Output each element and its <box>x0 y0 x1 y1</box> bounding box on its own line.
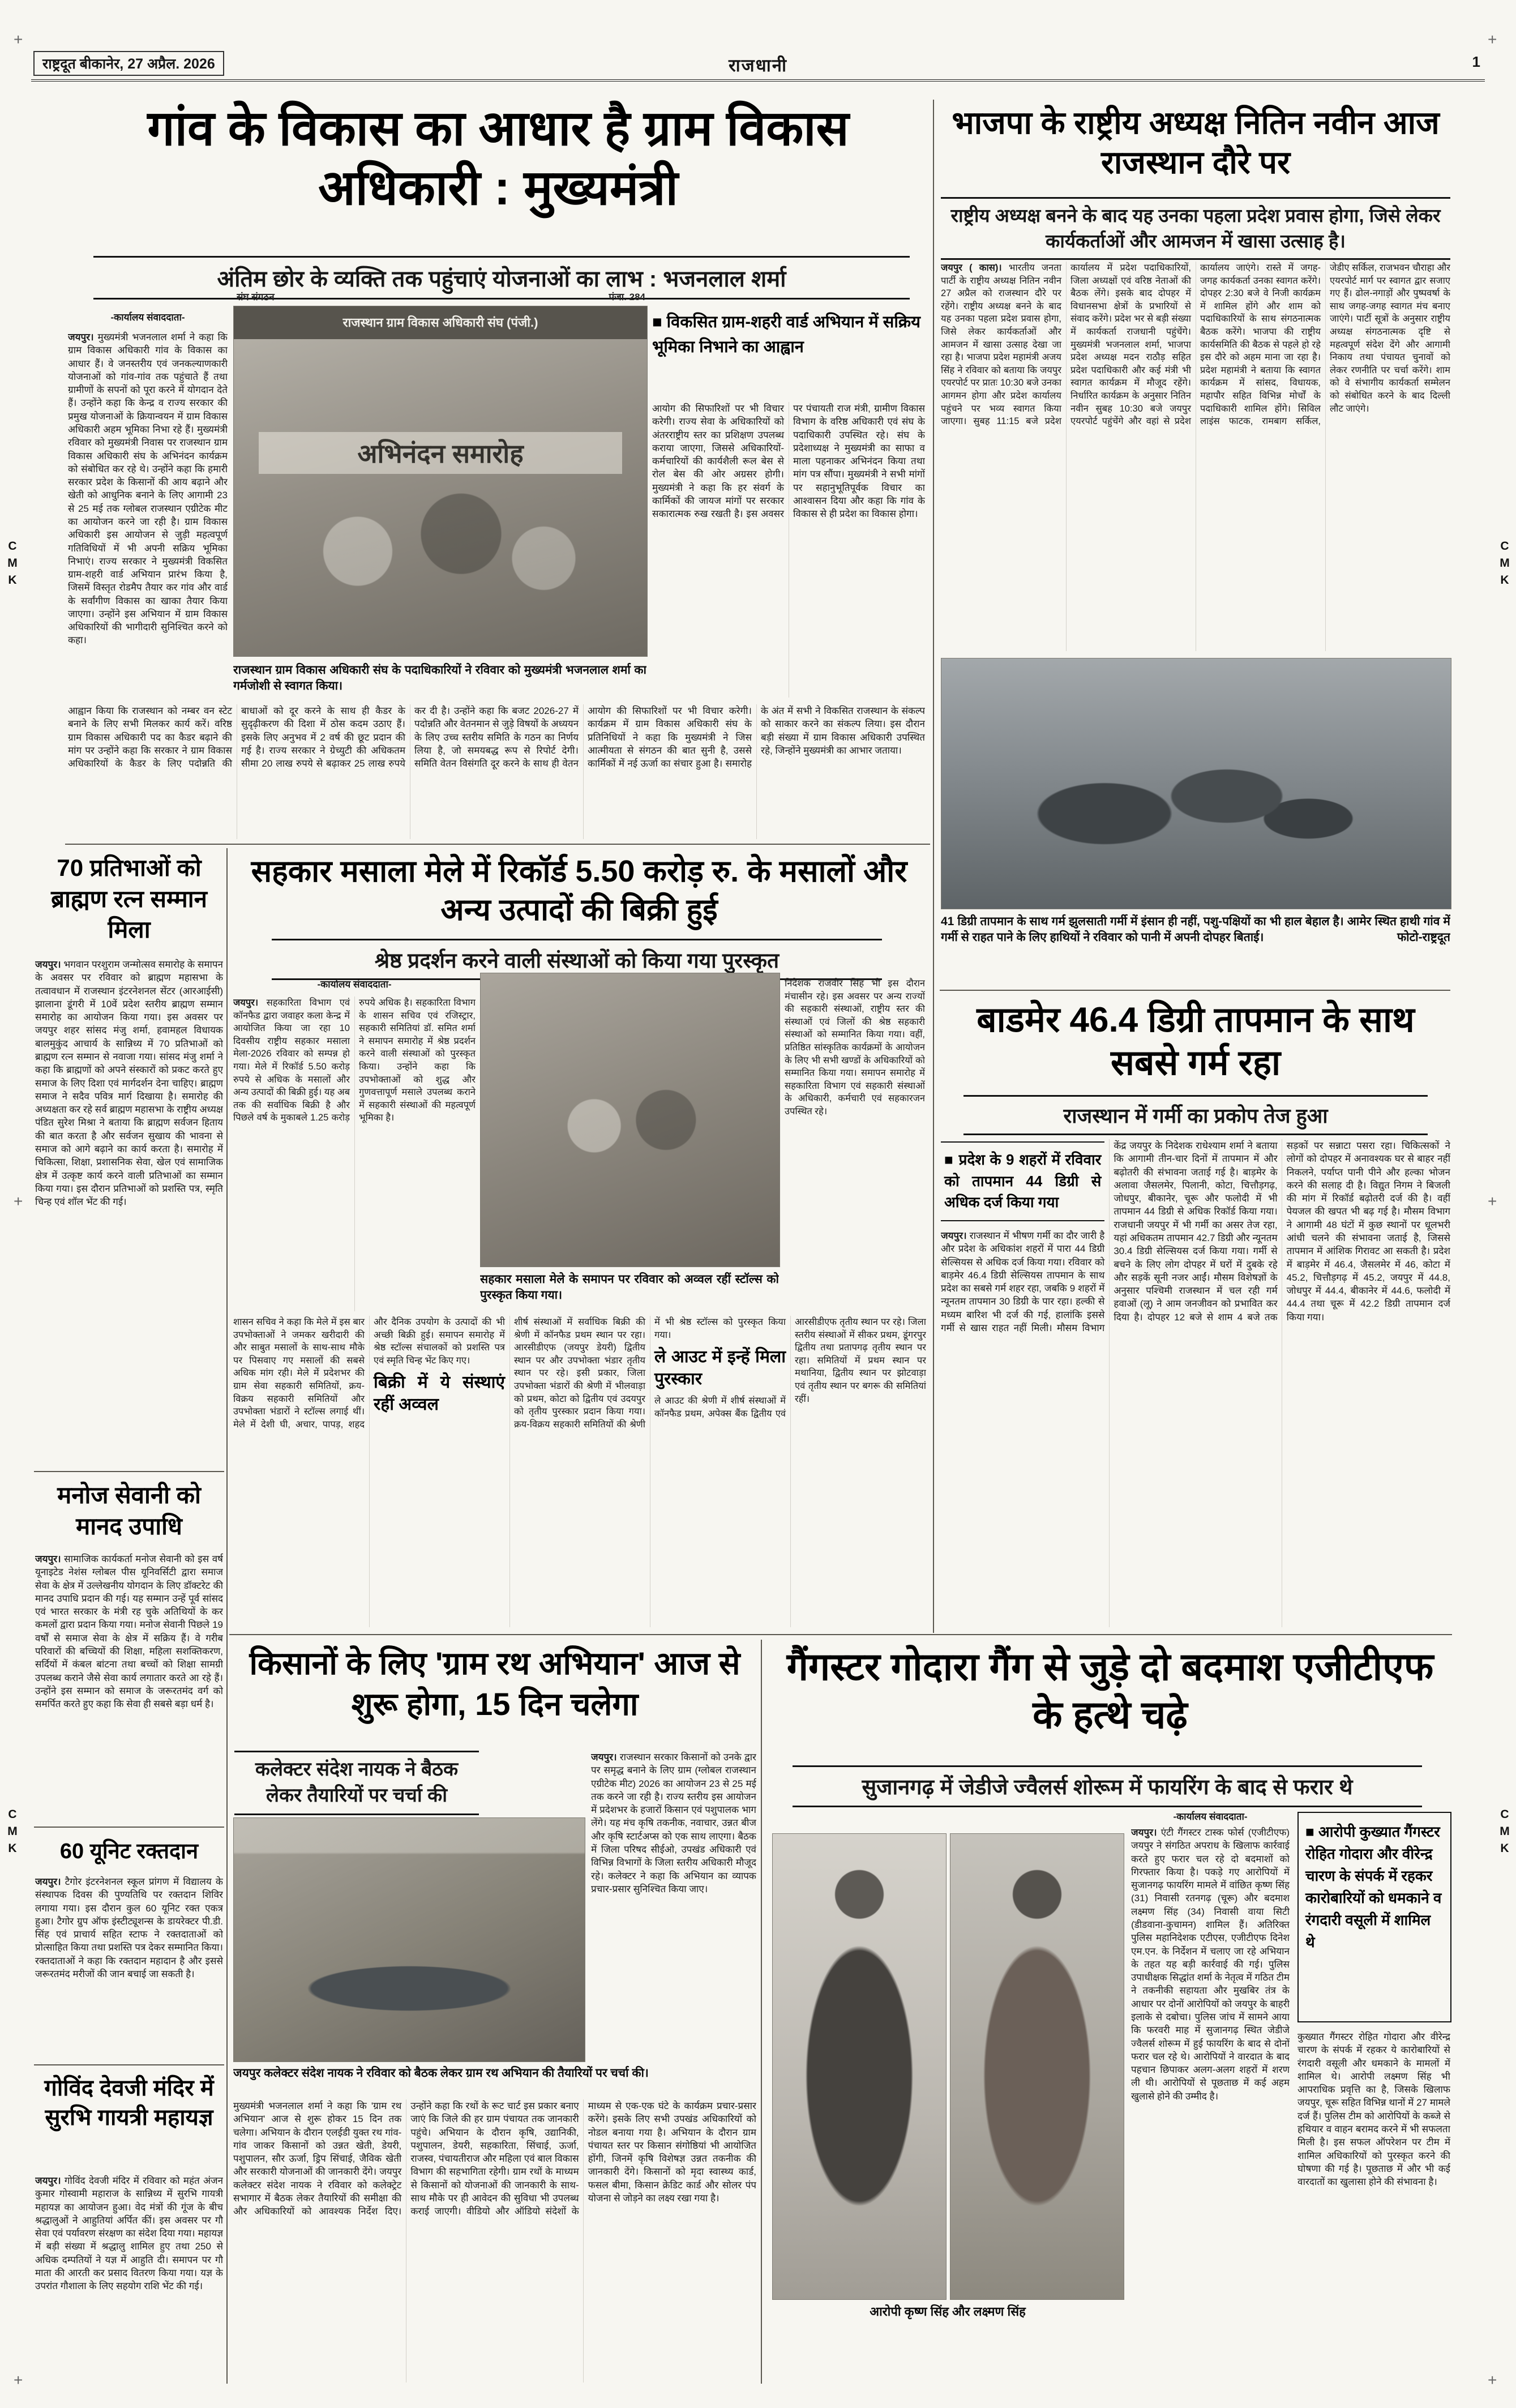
spice-body-bottom: शासन सचिव ने कहा कि मेले में इस बार उपभोक्ताओं ने जमकर खरीदारी की और साबुत मसालों के साथ-साथ मौके पर पिसवाए गए मसालों की सबसे अधिक मांग रही। मेले में प्रदेशभर की ग्राम सेवा सहकारी समितियों, क्रय-विक्रय सहकारी समितियों और उपभोक्ता भंडारों ने स्टॉल्स लगाई थीं। मेले में देशी घी, अचार, पापड़, शहद और दैनिक उपयोग के उत्पादों की भी अच्छी बिक्री हुई। समापन समारोह में श्रेष्ठ स्टॉल्स संचालकों को प्रशस्ति पत्र एवं स्मृति चिन्ह भेंट किए गए। बिक्री में ये संस्थाएं रहीं अव्वल शीर्ष संस्थाओं में सर्वाधिक बिक्री की श्रेणी में कॉनफैड प्रथम स्थान पर रहा। आरसीडीएफ (जयपुर डेयरी) द्वितीय स्थान पर और उपभोक्ता भंडार तृतीय स्थान पर रहे। इसी प्रकार, जिला उपभोक्ता भंडारों की श्रेणी में भीलवाड़ा को प्रथम, कोटा को द्वितीय एवं उदयपुर को तृतीय पुरस्कार प्रदान किया गया। क्रय-विक्रय सहकारी समितियों की श्रेणी में भी श्रेष्ठ स्टॉल्स को पुरस्कृत किया गया। ले आउट में इन्हें मिला पुरस्कार ले आउट की श्रेणी में शीर्ष संस्थाओं में कॉनफैड प्रथम, अपेक्स बैंक द्वितीय एवं आरसीडीएफ तृतीय स्थान पर रहे। जिला स्तरीय संस्थाओं में सीकर प्रथम, डूंगरपुर द्वितीय तथा प्रतापगढ़ तृतीय स्थान पर रहा। समितियों में प्रथम स्थान पर मथानिया, द्वितीय स्थान पर झोटवाड़ा एवं तृतीय स्थान पर बगरू की समितियां रहीं। <box>233 1317 926 1430</box>
govind-body: जयपुर। गोविंद देवजी मंदिर में रविवार को महंत अंजन कुमार गोस्वामी महाराज के सान्निध्य में सुरभि गायत्री महायज्ञ का आयोजन हुआ। वेद मंत्रों की गूंज के बीच श्रद्धालुओं ने आहुतियां अर्पित कीं। इस अवसर पर गौ सेवा एवं पर्यावरण संरक्षण का संदेश दिया गया। महायज्ञ में बड़ी संख्या में श्रद्धालु शामिल हुए तथा 250 से अधिक दम्पतियों ने यज्ञ में आहुति दी। समापन पर गौ माता की आरती कर प्रसाद वितरण किया गया। यज्ञ के उपरांत गौशाला के लिए सहयोग राशि भेंट की गई। <box>35 2175 223 2292</box>
lead-byline: -कार्यालय संवाददाता- <box>110 312 185 323</box>
edition-date-box: राष्ट्रदूत बीकानेर, 27 अप्रैल. 2026 <box>33 51 224 76</box>
lead-photo-caption: राजस्थान ग्राम विकास अधिकारी संघ के पदाधिकारियों ने रविवार को मुख्यमंत्री भजनलाल शर्मा का गर्मजोशी से स्वागत किया। <box>233 664 646 692</box>
barmer-dateline: जयपुर। <box>941 1230 967 1242</box>
gramrath-subhead: कलेक्टर संदेश नायक ने बैठक लेकर तैयारियों पर चर्चा की <box>234 1751 479 1815</box>
accused-photo-right <box>950 1833 1124 2300</box>
vertical-rule <box>933 100 934 1633</box>
pratibha-body: जयपुर। भगवान परशुराम जन्मोत्सव समारोह के समापन के अवसर पर रविवार को ब्राह्मण महासभा के तत्वावधान में राजस्थान इंटरनेशनल सेंटर (आरआईसी) झालाना डूंगरी में 10वें प्रदेश स्तरीय ब्राह्मण सम्मान समारोह का आयोजन किया गया। इस अवसर पर जयपुर शहर सांसद मंजु शर्मा, हवामहल विधायक बालमुकुंद आचार्य के सान्निध्य में 70 प्रतिभाओं को ब्राह्मण रत्न सम्मान से नवाजा गया। सांसद मंजु शर्मा ने कहा कि ब्राह्मणों को अपने संस्कारों को प्रकट करते हुए समाज के लिए दिशा एवं मार्गदर्शन देना चाहिए। ब्राह्मण समाज ने सदैव पवित्र मार्ग दिखाया है। समारोह की अध्यक्षता कर रहे सर्व ब्राह्मण महासभा के राष्ट्रीय अध्यक्ष पंडित सुरेश मिश्रा ने बताया कि ब्राह्मण सर्वजन हिताय की बात करता है और सर्वजन सुखाय की भावना से समाज को आगे बढ़ाने का कार्य करता है। समारोह में चिकित्सा, शिक्षा, प्रशासनिक सेवा, खेल एवं सामाजिक क्षेत्र में उत्कृष्ट कार्य करने वाली प्रतिभाओं का सम्मान किया गया। इस दौरान प्रतिभाओं को प्रशस्ति पत्र, स्मृति चिन्ह एवं शॉल भेंट की गई। <box>35 959 223 1208</box>
gangster-col2: कुख्यात गैंगस्टर रोहित गोदारा और वीरेन्द्र चारण के संपर्क में रहकर ये कारोबारियों से रंगदारी वसूली और धमकाने के मामलों में शामिल थे। आरोपी लक्ष्मण सिंह भी आपराधिक प्रवृत्ति का है, जिसके खिलाफ जयपुर, चूरू सहित विभिन्न थानों में 27 मामले दर्ज हैं। पुलिस टीम को आरोपियों के कब्जे से हथियार व वाहन बरामद करने में भी सफलता मिली है। इस सफल ऑपरेशन पर टीम में शामिल अधिकारियों को पुरस्कृत करने की घोषणा की गई है। पूछताछ में और भी कई वारदातों का खुलासा होने की संभावना है। <box>1297 2031 1450 2188</box>
horizontal-rule <box>229 1634 1452 1635</box>
gangster-subhead: सुजानगढ़ में जेडीजे ज्वैलर्स शोरूम में फायरिंग के बाद से फरार थे <box>793 1765 1422 1807</box>
gangster-col1: -कार्यालय संवाददाता- जयपुर। एंटी गैंगस्टर टास्क फोर्स (एजीटीएफ) जयपुर ने संगठित अपराध के खिलाफ कार्रवाई करते हुए फरार चल रहे दो बदमाशों को गिरफ्तार किया है। पकड़े गए आरोपियों में सुजानगढ़ फायरिंग मामले में वांछित कृष्ण सिंह (31) निवासी रतनगढ़ (चूरू) और बदमाश लक्ष्मण सिंह (34) निवासी वाया सिटी (डीडवाना-कुचामन) शामिल हैं। अतिरिक्त पुलिस महानिदेशक एटीएस, एजीटीएफ दिनेश एम.एन. के निर्देशन में चलाए जा रहे अभियान के तहत यह बड़ी कार्रवाई की गई। पुलिस उपाधीक्षक सिद्धांत शर्मा के नेतृत्व में गठित टीम ने तकनीकी सहायता और मुखबिर तंत्र के आधार पर दोनों आरोपियों को जयपुर के बाहरी इलाके से दबोचा। पुलिस जांच में सामने आया कि फरवरी माह में सुजानगढ़ स्थित जेडीजे ज्वैलर्स शोरूम में हुई फायरिंग के बाद से दोनों फरार चल रहे थे। आरोपियों ने वारदात के बाद पहचान छिपाकर अलग-अलग शहरों में शरण ली थी। आरोपियों से पूछताछ में कई अहम खुलासे होने की उम्मीद है। <box>1131 1810 1290 2383</box>
gramrath-caption: जयपुर कलेक्टर संदेश नायक ने रविवार को बैठक लेकर ग्राम रथ अभियान की तैयारियों पर चर्चा की। <box>233 2067 649 2080</box>
gramrath-headline: किसानों के लिए 'ग्राम रथ अभियान' आज से शुरू होगा, 15 दिन चलेगा <box>249 1645 740 1722</box>
cmk-registration-left-upper: C M K <box>7 540 18 587</box>
horizontal-rule <box>34 1827 224 1828</box>
lead-photo <box>233 306 648 657</box>
barmer-highlight-box: ■ प्रदेश के 9 शहरों में रविवार को तापमान 44 डिग्री से अधिक दर्ज किया गया <box>941 1141 1104 1221</box>
spice-body-left: जयपुर। सहकारिता विभाग एवं कॉनफैड द्वारा जवाहर कला केन्द्र में आयोजित किया जा रहा 10 दिवसीय राष्ट्रीय सहकार मसाला मेला-2026 रविवार को सम्पन्न हो गया। मेले में रिकॉर्ड 5.50 करोड़ रुपये से अधिक के मसालों और अन्य उत्पादों की बिक्री हुई। यह अब तक की सर्वाधिक बिक्री है और पिछले वर्ष के मुकाबले 1.25 करोड़ रुपये अधिक है। सहकारिता विभाग के शासन सचिव एवं रजिस्ट्रार, सहकारी समितियां डॉ. समित शर्मा ने समापन समारोह में श्रेष्ठ प्रदर्शन करने वाली संस्थाओं को पुरस्कृत किया। उन्होंने कहा कि उपभोक्ताओं को शुद्ध और गुणवत्तापूर्ण मसाले उपलब्ध कराने में सहकारी संस्थाओं की महत्वपूर्ण भूमिका है। <box>233 998 476 1123</box>
horizontal-rule <box>34 1471 224 1472</box>
spice-subhead: श्रेष्ठ प्रदर्शन करने वाली संस्थाओं को किया गया पुरस्कृत <box>272 939 882 980</box>
spice-headline: सहकार मसाला मेले में रिकॉर्ड 5.50 करोड़ रु. के मसालों और अन्य उत्पादों की बिक्री हुई <box>251 854 907 927</box>
lead-photo-overline-right: पंजा. 284 <box>609 292 645 302</box>
manoj-headline: मनोज सेवानी को मानद उपाधि <box>57 1482 201 1539</box>
spice-body-right: निदेशक राजवीर सिंह भी इस दौरान मंचासीन रहे। इस अवसर पर अन्य राज्यों की सहकारी संस्थाओं, राष्ट्रीय स्तर की संस्थाओं एवं जिलों की श्रेष्ठ सहकारी संस्थाओं को सम्मानित किया गया। वहीं, प्रतिष्ठित सांस्कृतिक कार्यक्रमों के आयोजन के लिए भी सभी खण्डों के अधिकारियों को सम्मानित किया गया। समापन समारोह में सहकारिता विभाग एवं सहकारी संस्थाओं के अधिकारी, कर्मचारी एवं सहकारजन उपस्थित रहे। <box>785 978 925 1117</box>
gramrath-body-bottom: मुख्यमंत्री भजनलाल शर्मा ने कहा कि 'ग्राम रथ अभियान' आज से शुरू होकर 15 दिन तक चलेगा। अभियान के दौरान एलईडी युक्त रथ गांव-गांव जाकर किसानों को उन्नत खेती, डेयरी, पशुपालन, सौर ऊर्जा, ड्रिप सिंचाई, जैविक खेती और सरकारी योजनाओं की जानकारी देंगे। जयपुर कलेक्टर संदेश नायक ने रविवार को कलेक्ट्रेट सभागार में बैठक लेकर तैयारियों की समीक्षा की और अधिकारियों को आवश्यक निर्देश दिए। उन्होंने कहा कि रथों के रूट चार्ट इस प्रकार बनाए जाएं कि जिले की हर ग्राम पंचायत तक जानकारी पहुंचे। अभियान के दौरान कृषि, उद्यानिकी, पशुपालन, डेयरी, सहकारिता, सिंचाई, ऊर्जा, राजस्व, पंचायतीराज और महिला एवं बाल विकास विभाग की सहभागिता रहेगी। ग्राम रथों के माध्यम से किसानों को योजनाओं की जानकारी के साथ-साथ मौके पर ही आवेदन की सुविधा भी उपलब्ध कराई जाएगी। वीडियो और ऑडियो संदेशों के माध्यम से एक-एक घंटे के कार्यक्रम प्रचार-प्रसार करेंगे। इसके लिए सभी उपखंड अधिकारियों को नोडल बनाया गया है। अभियान के दौरान ग्राम पंचायत स्तर पर किसान संगोष्ठियां भी आयोजित होंगी, जिनमें कृषि विशेषज्ञ उन्नत तकनीक की जानकारी देंगे। किसानों को मृदा स्वास्थ्य कार्ड, फसल बीमा, किसान क्रेडिट कार्ड और सोलर पंप योजना से जोड़ने का लक्ष्य रखा गया है। <box>233 2101 756 2217</box>
crop-mark: + <box>14 2371 23 2389</box>
manoj-dateline: जयपुर। <box>35 1554 61 1564</box>
barmer-subhead: राजस्थान में गर्मी का प्रकोप तेज हुआ <box>963 1095 1428 1135</box>
page-number: 1 <box>1472 53 1480 70</box>
gangster-highlight-box: ■ आरोपी कुख्यात गैंगस्टर रोहित गोदारा और वीरेन्द्र चारण के संपर्क में रहकर कारोबारियों को धमकाने व रंगदारी वसूली में शामिल थे <box>1297 1812 1451 2022</box>
bjp-body: जयपुर ( कास)। भारतीय जनता पार्टी के राष्ट्रीय अध्यक्ष नितिन नवीन 27 अप्रैल को राजस्थान दौरे पर रहेंगे। राष्ट्रीय अध्यक्ष बनने के बाद यह उनका पहला प्रदेश प्रवास होगा, जिसे लेकर कार्यकर्ताओं और आमजन में खासा उत्साह देखा जा रहा है। भाजपा प्रदेश महामंत्री अजय सिंह ने रविवार को बताया कि जयपुर एयरपोर्ट पर प्रातः 10:30 बजे उनका आगमन होगा और प्रदेश कार्यालय पहुंचने पर भव्य स्वागत किया जाएगा। सुबह 11:15 बजे प्रदेश कार्यालय में प्रदेश पदाधिकारियों, जिला अध्यक्षों एवं वरिष्ठ नेताओं की बैठक लेंगे। इसके बाद दोपहर में विधानसभा क्षेत्रों के प्रभारियों से संवाद करेंगे। प्रदेश भर से बड़ी संख्या में कार्यकर्ता राजधानी पहुंचेंगे। मुख्यमंत्री भजनलाल शर्मा, भाजपा प्रदेश अध्यक्ष मदन राठौड़ सहित प्रदेश पदाधिकारी और कई मंत्री भी स्वागत कार्यक्रम में मौजूद रहेंगे। निर्धारित कार्यक्रम के अनुसार नितिन नवीन सुबह 10:30 बजे जयपुर एयरपोर्ट पहुंचेंगे और वहां से प्रदेश कार्यालय जाएंगे। रास्ते में जगह-जगह कार्यकर्ता उनका स्वागत करेंगे। दोपहर 2:30 बजे वे निजी कार्यक्रम में शामिल होंगे और शाम को पदाधिकारियों के साथ संगठनात्मक बैठक करेंगे। भाजपा की राष्ट्रीय कार्यसमिति की बैठक से पहले हो रहे इस दौरे को अहम माना जा रहा है। प्रदेश महामंत्री ने बताया कि स्वागत कार्यक्रम में सांसद, विधायक, महापौर सहित विभिन्न मोर्चों के पदाधिकारी शामिल होंगे। सिविल लाइंस फाटक, रामबाग सर्किल, जेडीए सर्किल, राजभवन चौराहा और एयरपोर्ट मार्ग पर स्वागत द्वार सजाए गए हैं। ढोल-नगाड़ों और पुष्पवर्षा के साथ जगह-जगह स्वागत मंच बनाए जाएंगे। पार्टी सूत्रों के अनुसार राष्ट्रीय अध्यक्ष संगठनात्मक दृष्टि से महत्वपूर्ण संदेश देंगे और आगामी निकाय तथा पंचायत चुनावों को लेकर रणनीति पर चर्चा करेंगे। शाम को वे संभागीय कार्यकर्ता सम्मेलन को संबोधित करने के बाद दिल्ली लौट जाएंगे। <box>941 263 1450 427</box>
horizontal-rule <box>940 990 1450 991</box>
blood-dateline: जयपुर। <box>35 1876 61 1887</box>
gramrath-body-right: जयपुर। राजस्थान सरकार किसानों को उनके द्वार पर समृद्ध बनाने के लिए ग्राम (ग्लोबल राजस्थान एग्रीटेक मीट) 2026 का आयोजन 23 से 25 मई तक करने जा रही है। राज्य स्तरीय इस आयोजन में प्रदेशभर के हजारों किसान एवं पशुपालक भाग लेंगे। यह मंच कृषि तकनीक, नवाचार, उन्नत बीज और कृषि स्टार्टअप्स को एक साथ लाएगा। बैठक में जिला परिषद सीईओ, उपखंड अधिकारी एवं विभिन्न विभागों के जिला स्तरीय अधिकारी मौजूद रहे। कलेक्टर ने कहा कि अभियान का व्यापक प्रचार-प्रसार सुनिश्चित किया जाए। <box>591 1752 756 1894</box>
lead-pullquote: ■ विकसित ग्राम-शहरी वार्ड अभियान में सक्रिय भूमिका निभाने का आह्वान <box>652 313 920 356</box>
spice-layout-heading: ले आउट में इन्हें मिला पुरस्कार <box>654 1348 786 1389</box>
cmk-registration-left-lower: C M K <box>7 1808 18 1855</box>
crop-mark: + <box>1488 2371 1497 2389</box>
barmer-body: ■ प्रदेश के 9 शहरों में रविवार को तापमान 44 डिग्री से अधिक दर्ज किया गया जयपुर। राजस्थान में भीषण गर्मी का दौर जारी है और प्रदेश के अधिकांश शहरों में पारा 44 डिग्री सेल्सियस से अधिक दर्ज किया गया। रविवार को बाड़मेर 46.4 डिग्री सेल्सियस तापमान के साथ प्रदेश का सबसे गर्म शहर रहा, जबकि 9 शहरों में न्यूनतम तापमान 30 डिग्री के पार रहा। हल्की से मध्यम बारिश भी दर्ज की गई, हालांकि इससे गर्मी से खास राहत नहीं मिली। मौसम विभाग केंद्र जयपुर के निदेशक राधेश्याम शर्मा ने बताया कि आगामी तीन-चार दिनों में तापमान में और बढ़ोतरी की संभावना जताई गई है। बाड़मेर के अलावा जैसलमेर, पिलानी, कोटा, चित्तौड़गढ़, जोधपुर, बीकानेर, चूरू और फलोदी में भी तापमान 44 डिग्री से अधिक रिकॉर्ड किया गया। राजधानी जयपुर में भी गर्मी का असर तेज रहा, यहां अधिकतम तापमान 42.7 डिग्री और न्यूनतम 30.4 डिग्री सेल्सियस दर्ज किया गया। गर्मी से बचने के लिए लोग दोपहर में घरों में दुबके रहे और सड़कें सूनी नजर आईं। मौसम विशेषज्ञों के अनुसार पश्चिमी राजस्थान में चल रही गर्म हवाओं (लू) ने आम जनजीवन को प्रभावित कर दिया है। दोपहर 12 बजे से शाम 4 बजे तक सड़कों पर सन्नाटा पसरा रहा। चिकित्सकों ने लोगों को दोपहर में अनावश्यक घर से बाहर नहीं निकलने, पर्याप्त पानी पीने और हल्का भोजन करने की सलाह दी है। विद्युत निगम ने बिजली की मांग में रिकॉर्ड बढ़ोतरी दर्ज की है। वहीं पेयजल की खपत भी बढ़ गई है। मौसम विभाग ने आगामी 48 घंटों में कुछ स्थानों पर धूलभरी आंधी चलने की संभावना जताई है, जिससे तापमान में आंशिक गिरावट आ सकती है। प्रदेश में बाड़मेर में 46.4, जैसलमेर में 46, कोटा में 45.2, चित्तौड़गढ़ में 45.2, जयपुर में 44.8, जोधपुर में 44.4, बीकानेर में 44.6, फलोदी में 44.4 तथा चूरू में 42.2 डिग्री तापमान दर्ज किया गया। <box>941 1140 1450 1334</box>
gangster-headline: गैंगस्टर गोदारा गैंग से जुड़े दो बदमाश एजीटीएफ के हत्थे चढ़े <box>786 1645 1434 1737</box>
horizontal-rule <box>34 2064 224 2065</box>
lead-body-bottom: आह्वान किया कि राजस्थान को नम्बर वन स्टेट बनाने के लिए सभी मिलकर कार्य करें। वरिष्ठ ग्राम विकास अधिकारी पद का कैडर बढ़ाने की मांग पर उन्होंने कहा कि सरकार ने ग्राम विकास अधिकारियों के कैडर के लिए पदोन्नति की बाधाओं को दूर करने के साथ ही कैडर के सुदृढ़ीकरण की दिशा में ठोस कदम उठाए हैं। इसके लिए अनुभव में 2 वर्ष की छूट प्रदान की गई है। राज्य सरकार ने ग्रेच्युटी की अधिकतम सीमा 20 लाख रुपये से बढ़ाकर 25 लाख रुपये कर दी है। उन्होंने कहा कि बजट 2026-27 में पदोन्नति और वेतनमान से जुड़े विषयों के अध्ययन के लिए उच्च स्तरीय समिति के गठन का निर्णय लिया है, जो समयबद्ध रूप से रिपोर्ट देगी। समिति वेतन विसंगति दूर करने के साथ ही वेतन आयोग की सिफारिशों पर भी विचार करेगी। कार्यक्रम में ग्राम विकास अधिकारी संघ के प्रतिनिधियों ने कहा कि मुख्यमंत्री ने जिस आत्मीयता से संगठन की बात सुनी है, उससे कार्मिकों में नई ऊर्जा का संचार हुआ है। समारोह के अंत में सभी ने विकसित राजस्थान के संकल्प को साकार करने का संकल्प लिया। इस दौरान बड़ी संख्या में ग्राम विकास अधिकारी उपस्थित रहे, जिन्होंने मुख्यमंत्री का आभार जताया। <box>68 705 925 769</box>
photo-credit: फोटो-राष्ट्रदूत <box>1397 930 1450 944</box>
gangster-byline: -कार्यालय संवाददाता- <box>1173 1811 1248 1822</box>
cmk-registration-right-upper: C M K <box>1500 540 1510 587</box>
masthead <box>31 49 1485 82</box>
accused-photo-left <box>772 1833 947 2300</box>
vertical-rule <box>761 1640 762 2384</box>
spice-byline: -कार्यालय संवाददाता- <box>317 979 392 990</box>
pratibha-headline: 70 प्रतिभाओं को ब्राह्मण रत्न सम्मान मिला <box>51 854 207 943</box>
section-title: राजधानी <box>728 55 788 75</box>
bjp-headline: भाजपा के राष्ट्रीय अध्यक्ष नितिन नवीन आज राजस्थान दौरे पर <box>952 105 1440 180</box>
spice-award-photo <box>480 973 780 1267</box>
vertical-rule <box>226 848 228 2384</box>
lead-dateline: जयपुर। <box>68 332 94 343</box>
spice-sales-heading: बिक्री में ये संस्थाएं रहीं अव्वल <box>374 1373 505 1414</box>
spice-dateline: जयपुर। <box>233 998 259 1008</box>
lead-photo-overline-left: संघ संगठन <box>237 292 275 302</box>
gangster-dateline: जयपुर। <box>1131 1827 1157 1838</box>
barmer-headline: बाडमेर 46.4 डिग्री तापमान के साथ सबसे गर्म रहा <box>977 1000 1415 1083</box>
crop-mark: + <box>14 1192 23 1210</box>
govind-dateline: जयपुर। <box>35 2175 61 2186</box>
lead-headline: गांव के विकास का आधार है ग्राम विकास अधिकारी : मुख्यमंत्री <box>147 101 849 215</box>
blood-body: जयपुर। टैगोर इंटरनेशनल स्कूल प्रांगण में विद्यालय के संस्थापक दिवस की पुण्यतिथि पर रक्तदान शिविर लगाया गया। इस दौरान कुल 60 यूनिट रक्त एकत्र हुआ। टैगोर ग्रुप ऑफ इंस्टीट्यूशन्स के डायरेक्टर पी.डी. सिंह एवं प्राचार्य सहित स्टाफ ने रक्तदाताओं को प्रोत्साहित किया तथा प्रशस्ति पत्र देकर सम्मानित किया। रक्तदाताओं ने कहा कि रक्तदान महादान है और इससे जरूरतमंद मरीजों की जान बचाई जा सकती है। <box>35 1876 223 1979</box>
gangster-photo-caption: आरोपी कृष्ण सिंह और लक्ष्मण सिंह <box>870 2304 1026 2319</box>
spice-photo-caption: सहकार मसाला मेले के समापन पर रविवार को अव्वल रहीं स्टॉल्स को पुरस्कृत किया गया। <box>480 1273 779 1302</box>
crop-mark: + <box>14 31 23 48</box>
lead-body-right: आयोग की सिफारिशों पर भी विचार करेगी। राज्य सेवा के अधिकारियों को अंतरराष्ट्रीय स्तर का प्रशिक्षण उपलब्ध कराया जाएगा, जिससे अधिकारियों-कर्मचारियों की कार्यशैली रूल बेस से रोल बेस की ओर अग्रसर होगी। मुख्यमंत्री ने कहा कि हर संवर्ग के कार्मिकों की जायज मांगों पर सरकार सकारात्मक रुख रखती है। इस अवसर पर पंचायती राज मंत्री, ग्रामीण विकास विभाग के वरिष्ठ अधिकारी एवं संघ के पदाधिकारी उपस्थित रहे। संघ के प्रदेशाध्यक्ष ने मुख्यमंत्री का साफा व माला पहनाकर अभिनंदन किया तथा मांग पत्र सौंपा। मुख्यमंत्री ने सभी मांगों पर सहानुभूतिपूर्वक विचार का आश्वासन दिया और कहा कि गांव के विकास से ही प्रदेश का विकास होगा। <box>652 403 925 520</box>
bjp-subhead: राष्ट्रीय अध्यक्ष बनने के बाद यह उनका पहला प्रदेश प्रवास होगा, जिसे लेकर कार्यकर्ताओं और आमजन में खासा उत्साह है। <box>941 197 1450 260</box>
crop-mark: + <box>1488 1192 1497 1210</box>
lead-subhead: अंतिम छोर के व्यक्ति तक पहुंचाएं योजनाओं का लाभ : भजनलाल शर्मा <box>93 256 910 300</box>
gramrath-meeting-photo <box>233 1817 585 2062</box>
lead-photo-banner-main: अभिनंदन समारोह <box>259 432 622 474</box>
govind-headline: गोविंद देवजी मंदिर में सुरभि गायत्री महायज्ञ <box>44 2076 214 2130</box>
crop-mark: + <box>1488 31 1497 48</box>
bjp-dateline: जयपुर ( कास)। <box>941 263 1002 273</box>
blood-headline: 60 यूनिट रक्तदान <box>59 1840 199 1863</box>
cmk-registration-right-lower: C M K <box>1500 1808 1510 1855</box>
lead-photo-banner-top: राजस्थान ग्राम विकास अधिकारी संघ (पंजी.) <box>234 306 647 339</box>
manoj-body: जयपुर। सामाजिक कार्यकर्ता मनोज सेवानी को इस वर्ष यूनाइटेड नेशंस ग्लोबल पीस यूनिवर्सिटी द्वारा समाज सेवा के क्षेत्र में उल्लेखनीय योगदान के लिए डॉक्टरेट की मानद उपाधि प्रदान की गई। यह सम्मान उन्हें पूर्व सांसद एवं भारत सरकार के मंत्री रह चुके अतिथियों के कर कमलों द्वारा प्रदान किया गया। मनोज सेवानी पिछले 19 वर्षों से समाज सेवा के क्षेत्र में सक्रिय हैं। वे गरीब परिवारों की बच्चियों की शिक्षा, महिला सशक्तिकरण, सर्दियों में कंबल बांटना तथा बच्चों को शिक्षा सामग्री उपलब्ध कराने जैसे सेवा कार्य लगातार करते आ रहे हैं। उन्होंने इस सम्मान को समाज के जरूरतमंद वर्ग को समर्पित करते हुए कहा कि सेवा ही सबसे बड़ा धर्म है। <box>35 1554 223 1710</box>
elephant-caption: 41 डिग्री तापमान के साथ गर्म झुलसाती गर्मी में इंसान ही नहीं, पशु-पक्षियों का भी हाल बेहाल है। आमेर स्थित हाथी गांव में गर्मी से राहत पाने के लिए हाथियों ने रविवार को पानी में अपनी दोपहर बिताई। फोटो-राष्ट्रदूत <box>941 914 1450 970</box>
pratibha-dateline: जयपुर। <box>35 959 61 970</box>
elephants-photo <box>941 658 1451 909</box>
lead-body-left: जयपुर। मुख्यमंत्री भजनलाल शर्मा ने कहा कि ग्राम विकास अधिकारी गांव के विकास का आधार हैं। वे जनस्तरीय एवं जनकल्याणकारी योजनाओं को गांव-गांव तक पहुंचाते हैं तथा ग्रामीणों के सपनों को पूरा करने में योगदान देते हैं। उन्होंने कहा कि केन्द्र व राज्य सरकार की प्रमुख योजनाओं के क्रियान्वयन में ग्राम विकास अधिकारी अहम भूमिका निभा रहे हैं। मुख्यमंत्री रविवार को मुख्यमंत्री निवास पर राजस्थान ग्राम विकास अधिकारी संघ के अभिनंदन कार्यक्रम को संबोधित कर रहे थे। उन्होंने कहा कि हमारी सरकार प्रदेश के किसानों की आय बढ़ाने और खेती को आधुनिक बनाने के लिए आगामी 23 से 25 मई तक ग्लोबल राजस्थान एग्रीटेक मीट का आयोजन करने जा रही है। ग्राम विकास अधिकारी इस आयोजन से जुड़ी महत्वपूर्ण गतिविधियों में भी अपनी सक्रिय भूमिका निभाएं। राज्य सरकार ने मुख्यमंत्री विकसित ग्राम-शहरी वार्ड अभियान प्रारंभ किया है, जिसमें विस्तृत रोडमैप तैयार कर गांव और वार्ड के सर्वांगीण विकास का खाका तैयार किया जाएगा। उन्होंने इस अभियान में ग्राम विकास अधिकारियों की भागीदारी सुनिश्चित करने को कहा। <box>68 332 228 646</box>
horizontal-rule <box>65 844 930 845</box>
gramrath-dateline: जयपुर। <box>591 1752 617 1763</box>
